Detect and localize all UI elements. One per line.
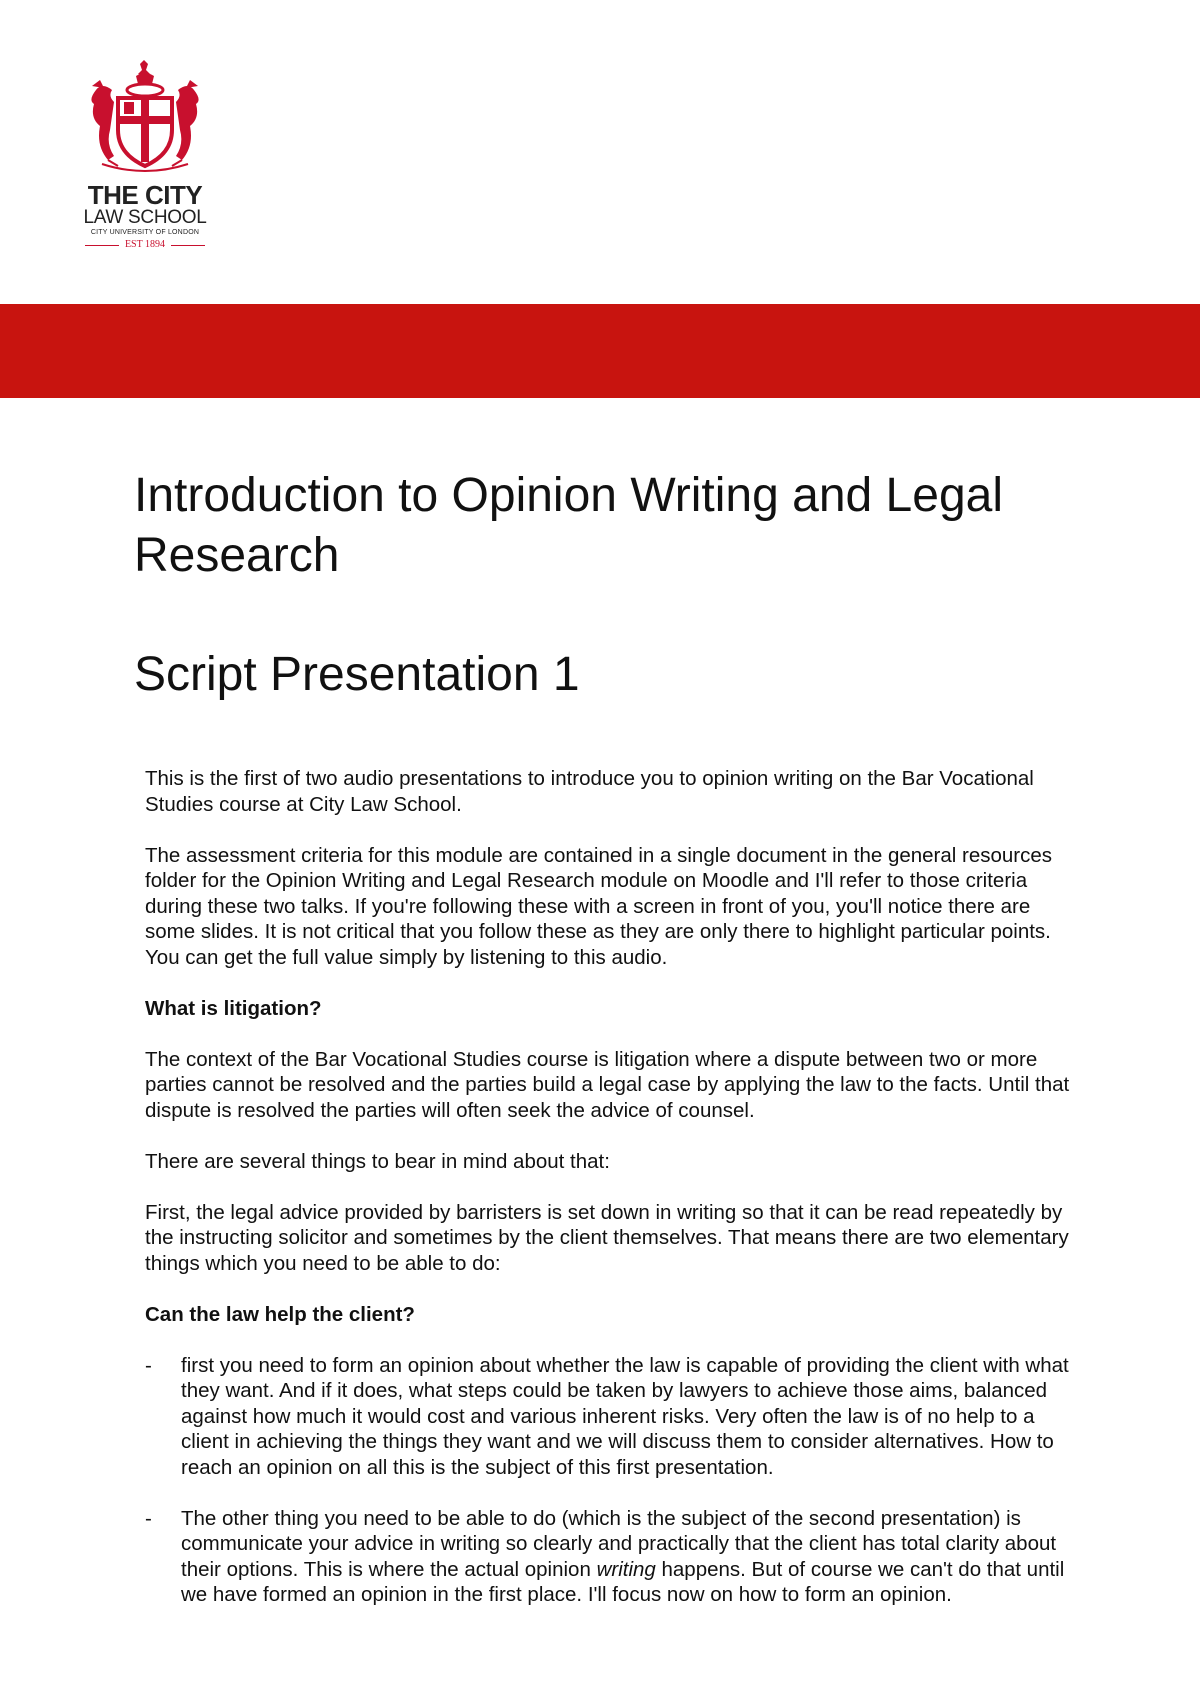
logo-line-1: THE CITY xyxy=(87,180,203,210)
law-school-logo xyxy=(78,60,212,260)
bullet-marker: - xyxy=(145,1353,152,1377)
logo-wordmark xyxy=(78,182,212,252)
list-item xyxy=(145,1353,1075,1481)
document-subtitle: Script Presentation 1 xyxy=(134,648,580,701)
est-rule-left xyxy=(85,245,119,246)
est-rule-right xyxy=(171,245,205,246)
list-item xyxy=(145,1506,1075,1608)
logo-line-2: LAW SCHOOL xyxy=(83,207,207,228)
header-red-band xyxy=(0,304,1200,398)
paragraph-intro: This is the first of two audio presentations to introduce you to opinion writing on the Bar Vocational Studies course at City Law School. xyxy=(145,767,1034,816)
bullet-2-before: The other thing you need to be able to do (which is the subject of the second presentation) is communicate your advice in writing so clearly and practically that the client has total clarity about their options. This is where the actual opinion xyxy=(181,1506,1057,1581)
logo-line-3: CITY UNIVERSITY OF LONDON xyxy=(90,229,200,236)
paragraph-first: First, the legal advice provided by barristers is set down in writing so that it can be read repeatedly by the instructing solicitor and sometimes by the client themselves. That means there are two elementary things which you need to be able to do: xyxy=(145,1200,1069,1275)
bullet-marker: - xyxy=(145,1506,152,1530)
heading-can-law-help: Can the law help the client? xyxy=(145,1302,415,1326)
paragraph-assessment: The assessment criteria for this module are contained in a single document in the general resources folder for the Opinion Writing and Legal Research module on Moodle and I'll refer to those criteria during these two talks. If you're following these with a screen in front of you, you'll notice there are some slides. It is not critical that you follow these as they are only there to highlight particular points. You can get the full value simply by listening to this audio. xyxy=(145,843,1053,969)
bullet-2-emphasis: writing xyxy=(596,1557,656,1581)
logo-est-text: EST 1894 xyxy=(124,239,166,250)
bullet-text-2 xyxy=(181,1506,1075,1608)
document-body xyxy=(145,766,1075,1633)
bullet-2-after: happens. But of course we can't do that until we have formed an opinion in the first place. I'll focus now on how to form an opinion. xyxy=(181,1557,1065,1606)
paragraph-bear-in-mind: There are several things to bear in mind about that: xyxy=(145,1149,610,1173)
crest-icon xyxy=(78,60,212,178)
logo-est xyxy=(78,238,212,252)
paragraph-context: The context of the Bar Vocational Studies course is litigation where a dispute between two or more parties cannot be resolved and the parties build a legal case by applying the law to the facts. Until that dispute is resolved the parties will often seek the advice of counsel. xyxy=(145,1047,1070,1122)
document-title: Introduction to Opinion Writing and Legal Research xyxy=(134,469,1003,582)
heading-what-is-litigation: What is litigation? xyxy=(145,996,322,1020)
bullet-text-1: first you need to form an opinion about whether the law is capable of providing the client with what they want. And if it does, what steps could be taken by lawyers to achieve those aims, balanced against how much it would cost and various inherent risks. Very often the law is of no help to a client in achieving the things they want and we will discuss them to consider alternatives. How to reach an opinion on all this is the subject of this first presentation. xyxy=(181,1353,1069,1479)
